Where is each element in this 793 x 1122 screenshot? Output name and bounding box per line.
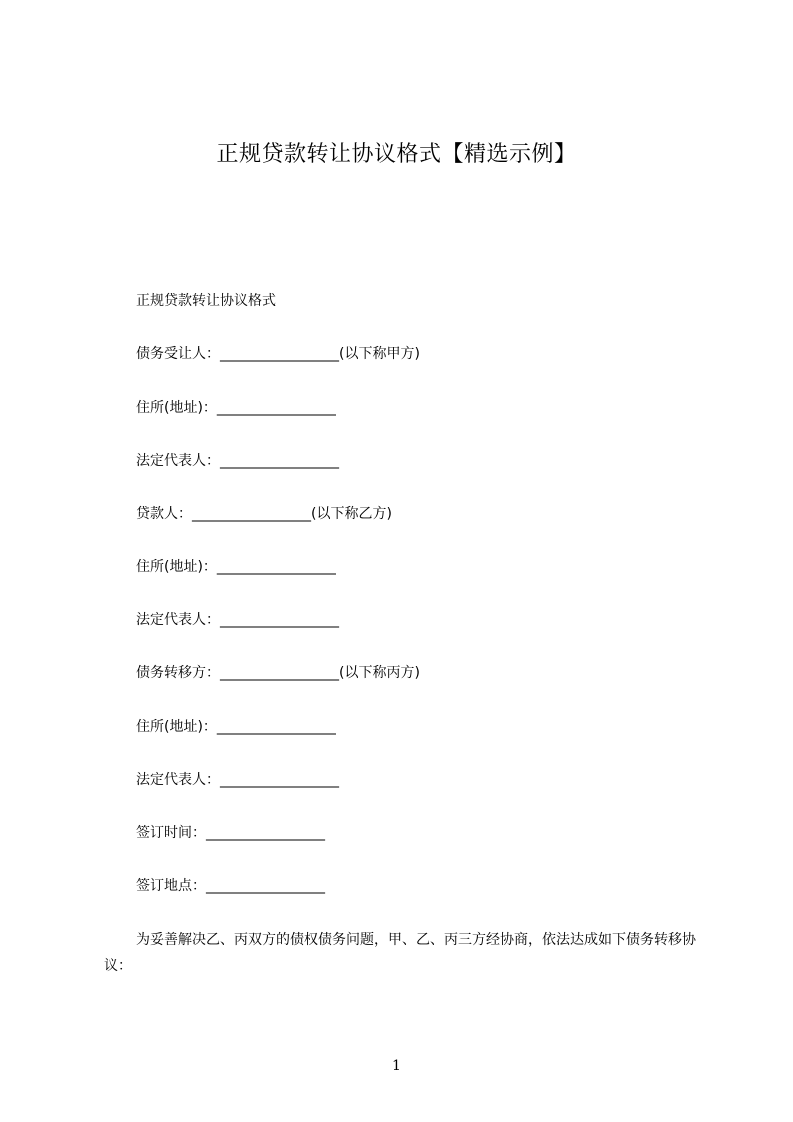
transferor-address-line: 住所(地址)：_________________ xyxy=(136,719,336,735)
agreement-intro-text: 为妥善解决乙、丙双方的债权债务问题，甲、乙、丙三方经协商，依法达成如下债务转移协议： xyxy=(104,932,696,974)
document-title: 正规贷款转让协议格式【精选示例】 xyxy=(216,142,577,167)
lender-representative-line: 法定代表人：_________________ xyxy=(136,612,339,628)
assignee-representative-line: 法定代表人：_________________ xyxy=(136,453,339,469)
transferor-representative-line: 法定代表人：_________________ xyxy=(136,772,339,788)
lender-line: 贷款人：_________________(以下称乙方) xyxy=(136,506,392,522)
debt-transferor-line: 债务转移方：_________________(以下称丙方) xyxy=(136,665,420,681)
debt-assignee-line: 债务受让人：_________________(以下称甲方) xyxy=(136,346,420,362)
subtitle-line: 正规贷款转让协议格式 xyxy=(136,293,276,309)
signing-date-line: 签订时间：_________________ xyxy=(136,825,325,841)
lender-address-line: 住所(地址)：_________________ xyxy=(136,559,336,575)
agreement-intro-paragraph xyxy=(104,927,704,979)
page-number: 1 xyxy=(392,1058,401,1074)
signing-place-line: 签订地点：_________________ xyxy=(136,878,325,894)
assignee-address-line: 住所(地址)：_________________ xyxy=(136,400,336,416)
